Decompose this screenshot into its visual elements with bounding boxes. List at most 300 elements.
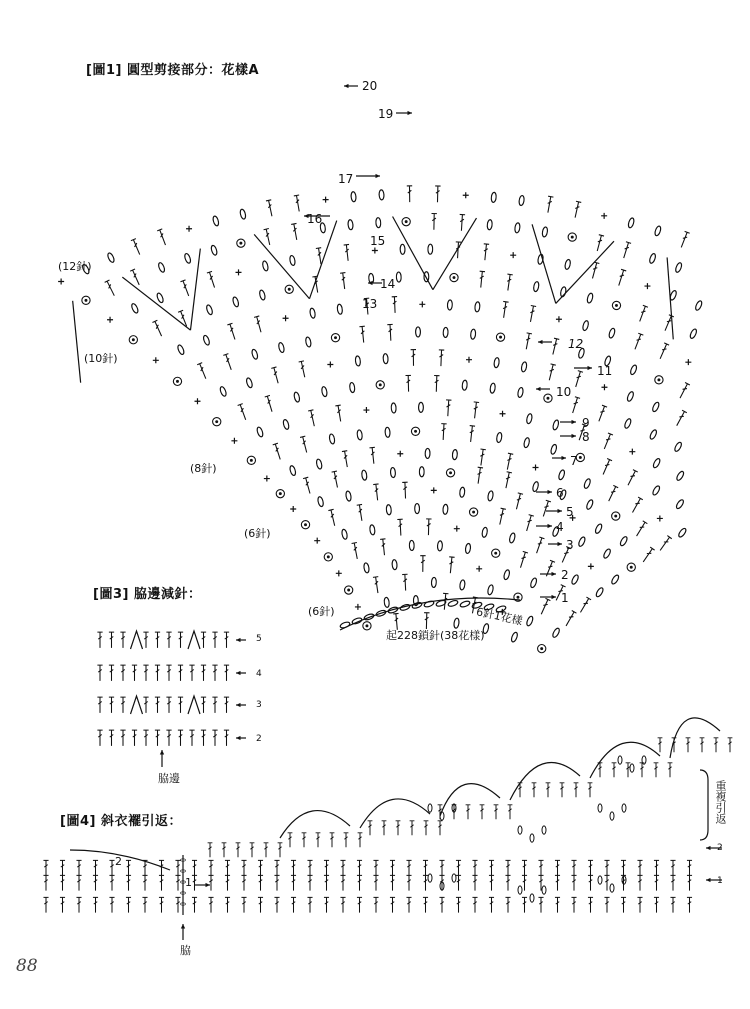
chain-mark	[390, 467, 395, 477]
double-crochet-mark	[332, 471, 341, 488]
double-crochet-mark	[588, 860, 593, 875]
double-crochet-mark	[258, 875, 263, 890]
arrow-head	[368, 281, 373, 285]
arrow-head	[547, 490, 552, 494]
double-crochet-mark	[264, 843, 269, 857]
double-crochet-mark	[109, 860, 114, 875]
double-crochet-mark	[223, 354, 233, 371]
double-crochet-mark	[397, 519, 403, 535]
chain-loop-mark	[518, 886, 522, 894]
chain-mark	[184, 253, 192, 264]
double-crochet-mark	[291, 875, 296, 890]
double-crochet-mark	[369, 447, 376, 464]
chain-mark	[481, 527, 488, 538]
turn-curve	[590, 742, 660, 778]
chain-mark	[586, 293, 593, 304]
chain-mark	[552, 627, 561, 638]
double-crochet-mark	[373, 897, 378, 912]
double-crochet-mark	[380, 539, 387, 556]
chain-mark	[608, 328, 616, 339]
double-crochet-mark	[258, 860, 263, 875]
chain-mark	[428, 244, 433, 254]
double-crochet-mark	[278, 843, 283, 857]
double-crochet-mark	[714, 738, 719, 752]
chain-mark	[391, 403, 396, 413]
double-crochet-mark	[466, 805, 471, 819]
chain-mark	[416, 327, 421, 337]
single-crochet-mark	[264, 476, 270, 482]
double-crochet-mark	[679, 231, 690, 248]
double-crochet-mark	[601, 459, 612, 476]
double-crochet-mark	[596, 405, 607, 422]
double-crochet-mark	[368, 821, 373, 835]
chain-mark	[337, 304, 343, 315]
double-crochet-mark	[373, 484, 380, 501]
picot-mark	[82, 296, 90, 304]
double-crochet-mark	[606, 485, 618, 502]
double-crochet-mark	[130, 269, 142, 286]
double-crochet-mark	[208, 897, 213, 912]
double-crochet-mark	[166, 730, 171, 746]
chain-mark	[552, 419, 559, 430]
double-crochet-mark	[545, 196, 553, 213]
chain-loop-mark	[452, 804, 456, 812]
chain-mark	[627, 217, 635, 228]
chain-mark	[419, 402, 424, 412]
double-crochet-mark	[201, 665, 206, 681]
double-crochet-mark	[126, 897, 131, 912]
double-crochet-mark	[344, 833, 349, 847]
chain-mark	[376, 218, 381, 228]
double-crochet-mark	[241, 875, 246, 890]
double-crochet-mark	[478, 271, 485, 288]
single-crochet-mark	[355, 604, 361, 610]
chain-mark	[459, 487, 465, 497]
chain-mark	[392, 560, 398, 570]
double-crochet-mark	[307, 897, 312, 912]
chain-mark	[289, 465, 296, 476]
picot-mark	[568, 233, 576, 241]
double-crochet-mark	[109, 897, 114, 912]
single-crochet-mark	[454, 526, 460, 532]
chain-mark	[341, 529, 348, 540]
fan-line	[667, 257, 673, 339]
double-crochet-mark	[335, 405, 343, 422]
double-crochet-mark	[201, 730, 206, 746]
double-crochet-mark	[352, 542, 360, 559]
row-number-3: 3	[566, 538, 574, 552]
double-crochet-mark	[241, 860, 246, 875]
single-crochet-mark	[463, 192, 469, 198]
chain-mark	[487, 491, 493, 502]
chain-mark	[526, 413, 533, 424]
chain-mark	[357, 430, 363, 441]
double-crochet-mark	[291, 860, 296, 875]
chain-mark	[496, 432, 502, 443]
chain-mark	[475, 302, 481, 312]
double-crochet-mark	[264, 229, 273, 246]
double-crochet-mark	[426, 519, 432, 535]
double-crochet-mark	[423, 875, 428, 890]
double-crochet-mark	[472, 875, 477, 890]
double-crochet-mark	[402, 482, 408, 498]
double-crochet-mark	[555, 875, 560, 890]
double-crochet-mark	[406, 375, 412, 391]
chain-mark	[619, 536, 628, 547]
double-crochet-mark	[178, 632, 183, 648]
single-crochet-mark	[236, 269, 242, 275]
chain-mark	[305, 337, 312, 348]
single-crochet-mark	[107, 317, 113, 323]
chain-mark	[131, 303, 140, 314]
double-crochet-mark	[166, 665, 171, 681]
double-crochet-mark	[224, 632, 229, 648]
chain-mark	[487, 220, 493, 230]
chain-mark	[550, 444, 557, 455]
double-crochet-mark	[208, 843, 213, 857]
double-crochet-mark	[76, 860, 81, 875]
double-crochet-mark	[482, 244, 489, 261]
double-crochet-mark	[143, 697, 148, 713]
chain-mark	[232, 296, 239, 307]
chain-mark	[629, 364, 637, 375]
chain-mark	[282, 419, 289, 430]
single-crochet-mark	[231, 438, 237, 444]
double-crochet-mark	[459, 214, 465, 230]
double-crochet-mark	[621, 242, 631, 259]
double-crochet-mark	[126, 875, 131, 890]
single-crochet-mark	[588, 563, 594, 569]
double-crochet-mark	[574, 783, 579, 797]
chain-mark	[293, 392, 300, 403]
double-crochet-mark	[180, 280, 191, 297]
chain-mark	[212, 215, 219, 226]
chain-mark	[459, 580, 465, 591]
chain-mark	[652, 485, 661, 496]
single-crochet-mark	[290, 506, 296, 512]
double-crochet-mark	[505, 453, 514, 470]
chain-mark	[470, 329, 476, 339]
double-crochet-mark	[602, 433, 613, 450]
double-crochet-mark	[588, 783, 593, 797]
double-crochet-mark	[93, 860, 98, 875]
chain-loop-mark	[598, 804, 602, 812]
double-crochet-mark	[324, 875, 329, 890]
double-crochet-mark	[626, 470, 638, 487]
double-crochet-mark	[658, 343, 669, 360]
picot-mark	[237, 239, 245, 247]
double-crochet-mark	[307, 860, 312, 875]
repeat-label: 6針1花樣	[475, 605, 524, 628]
chain-mark	[494, 357, 500, 368]
double-crochet-mark	[132, 730, 137, 746]
chain-mark	[694, 300, 703, 311]
double-crochet-mark	[578, 597, 591, 614]
chain-mark	[675, 499, 685, 510]
double-crochet-mark	[340, 860, 345, 875]
picot-mark	[612, 512, 620, 520]
chain-loop-mark	[542, 826, 546, 834]
chain-mark	[409, 540, 414, 550]
picot-mark	[345, 586, 353, 594]
fig3-row-3: 3	[256, 700, 262, 710]
double-crochet-mark	[131, 239, 142, 256]
chain-mark	[437, 541, 442, 551]
single-crochet-mark	[327, 361, 333, 367]
chain-mark	[259, 290, 266, 301]
picot-mark	[376, 381, 384, 389]
chain-loop-mark	[530, 894, 534, 902]
double-crochet-mark	[539, 598, 551, 615]
chain-mark	[649, 253, 657, 264]
arrow-head	[236, 736, 241, 740]
single-crochet-mark	[314, 538, 320, 544]
double-crochet-mark	[227, 323, 237, 340]
double-crochet-mark	[192, 897, 197, 912]
double-crochet-mark	[178, 665, 183, 681]
foundation-chain-mark	[423, 600, 434, 608]
double-crochet-mark	[658, 738, 663, 752]
double-crochet-mark	[522, 897, 527, 912]
picot-mark	[655, 376, 663, 384]
decrease-mark	[188, 631, 200, 649]
chain-loop-mark	[610, 812, 614, 820]
row-number-8: 8	[582, 430, 590, 444]
double-crochet-mark	[208, 875, 213, 890]
double-crochet-mark	[687, 875, 692, 890]
chain-mark	[509, 533, 516, 544]
arrow-head	[587, 366, 592, 370]
row-number-15: 15	[370, 234, 386, 248]
chain-mark	[355, 356, 361, 366]
double-crochet-mark	[621, 897, 626, 912]
picot-mark	[324, 553, 332, 561]
picot-mark	[285, 285, 293, 293]
fig4-right-row-2: 2	[717, 843, 723, 853]
double-crochet-mark	[456, 860, 461, 875]
chain-mark	[156, 292, 164, 303]
single-crochet-mark	[500, 411, 506, 417]
chain-loop-mark	[622, 804, 626, 812]
double-crochet-mark	[572, 201, 581, 218]
chain-mark	[361, 470, 367, 481]
chain-mark	[321, 386, 328, 397]
double-crochet-mark	[571, 897, 576, 912]
double-crochet-mark	[522, 875, 527, 890]
double-crochet-mark	[273, 443, 283, 460]
fan-line	[556, 241, 614, 303]
double-crochet-mark	[166, 632, 171, 648]
single-crochet-mark	[657, 515, 663, 521]
double-crochet-mark	[152, 320, 164, 337]
double-crochet-mark	[406, 875, 411, 890]
single-crochet-mark	[556, 316, 562, 322]
double-crochet-mark	[373, 860, 378, 875]
chain-mark	[385, 427, 390, 437]
chain-mark	[519, 195, 525, 206]
double-crochet-mark	[155, 730, 160, 746]
foundation-chain-mark	[447, 599, 458, 607]
foundation-chain-mark	[339, 621, 350, 629]
double-crochet-mark	[524, 333, 532, 350]
chain-mark	[384, 597, 390, 607]
double-crochet-mark	[654, 897, 659, 912]
double-crochet-mark	[303, 477, 313, 494]
chain-mark	[239, 209, 246, 220]
chain-mark	[677, 527, 687, 538]
double-crochet-mark	[288, 833, 293, 847]
chain-loop-mark	[452, 874, 456, 882]
arrow-head	[571, 434, 576, 438]
single-crochet-mark	[644, 283, 650, 289]
double-crochet-mark	[634, 521, 647, 538]
chain-mark	[465, 543, 471, 554]
fan-line	[393, 216, 433, 289]
double-crochet-mark	[142, 897, 147, 912]
double-crochet-mark	[238, 404, 249, 421]
double-crochet-mark	[225, 875, 230, 890]
double-crochet-mark	[640, 763, 645, 777]
double-crochet-mark	[373, 577, 381, 594]
arrow-head	[181, 924, 185, 929]
double-crochet-mark	[508, 805, 513, 819]
double-crochet-mark	[344, 244, 351, 261]
double-crochet-mark	[109, 665, 114, 681]
chain-mark	[309, 308, 316, 319]
single-crochet-mark	[372, 248, 378, 254]
arrow-head	[538, 340, 543, 344]
chain-mark	[447, 300, 452, 310]
chain-loop-mark	[428, 874, 432, 882]
double-crochet-mark	[93, 897, 98, 912]
double-crochet-mark	[97, 632, 102, 648]
single-crochet-mark	[431, 487, 437, 493]
double-crochet-mark	[588, 897, 593, 912]
picot-mark	[213, 418, 221, 426]
arrow-head	[706, 846, 711, 850]
picot-mark	[411, 427, 419, 435]
fan-line	[190, 249, 200, 331]
figure3-title: [圖3] 脇邊減針：	[93, 587, 202, 602]
double-crochet-mark	[254, 316, 264, 333]
double-crochet-mark	[225, 897, 230, 912]
chain-mark	[487, 584, 494, 595]
double-crochet-mark	[439, 860, 444, 875]
double-crochet-mark	[109, 697, 114, 713]
double-crochet-mark	[212, 697, 217, 713]
double-crochet-mark	[201, 697, 206, 713]
double-crochet-mark	[686, 738, 691, 752]
chain-mark	[206, 304, 214, 315]
double-crochet-mark	[604, 875, 609, 890]
chain-mark	[202, 335, 210, 346]
double-crochet-mark	[560, 783, 565, 797]
arrow-head	[547, 524, 552, 528]
double-crochet-mark	[390, 860, 395, 875]
fig3-row-4: 4	[256, 669, 262, 679]
chain-mark	[503, 569, 510, 580]
chain-loop-mark	[518, 826, 522, 834]
double-crochet-mark	[225, 860, 230, 875]
double-crochet-mark	[291, 223, 299, 240]
double-crochet-mark	[155, 632, 160, 648]
double-crochet-mark	[357, 875, 362, 890]
double-crochet-mark	[494, 805, 499, 819]
double-crochet-mark	[668, 763, 673, 777]
double-crochet-mark	[571, 860, 576, 875]
chain-mark	[425, 448, 430, 458]
single-crochet-mark	[323, 197, 329, 203]
double-crochet-mark	[538, 860, 543, 875]
chain-mark	[157, 262, 165, 273]
arrow-head	[205, 883, 210, 887]
picot-mark	[247, 456, 255, 464]
fig4-bottom-label: 脇	[180, 944, 191, 957]
arrow-head	[407, 111, 412, 115]
double-crochet-mark	[155, 665, 160, 681]
arrow-head	[536, 387, 541, 391]
double-crochet-mark	[142, 875, 147, 890]
row-number-7: 7	[570, 454, 578, 468]
figure1-title: [圖1] 圓型剪接部分：花樣A	[86, 63, 260, 78]
double-crochet-mark	[480, 805, 485, 819]
single-crochet-mark	[601, 384, 607, 390]
single-crochet-mark	[153, 357, 159, 363]
double-crochet-mark	[178, 697, 183, 713]
chain-mark	[526, 615, 534, 626]
single-crochet-mark	[533, 464, 539, 470]
double-crochet-mark	[60, 897, 65, 912]
double-crochet-mark	[43, 860, 48, 875]
double-crochet-mark	[612, 763, 617, 777]
chain-mark	[419, 467, 424, 477]
stitch-count-10: (10針)	[84, 352, 118, 365]
double-crochet-mark	[109, 875, 114, 890]
double-crochet-mark	[637, 875, 642, 890]
double-crochet-mark	[120, 730, 125, 746]
double-crochet-mark	[265, 395, 275, 412]
chain-mark	[107, 252, 116, 263]
chain-mark	[415, 504, 420, 514]
chain-mark	[674, 441, 683, 452]
row-number-10: 10	[556, 385, 572, 399]
double-crochet-mark	[207, 271, 217, 288]
double-crochet-mark	[528, 305, 536, 322]
chain-mark	[348, 220, 354, 230]
double-crochet-mark	[534, 537, 544, 554]
double-crochet-mark	[670, 875, 675, 890]
picot-mark	[402, 218, 410, 226]
double-crochet-mark	[302, 833, 307, 847]
double-crochet-mark	[670, 860, 675, 875]
chain-mark	[443, 504, 448, 514]
chain-mark	[626, 391, 634, 402]
double-crochet-mark	[518, 551, 528, 568]
double-crochet-mark	[468, 426, 475, 443]
double-crochet-mark	[678, 383, 690, 400]
chain-mark	[351, 192, 357, 202]
row-number-13: 13	[362, 297, 378, 311]
fig3-row-2: 2	[256, 734, 262, 744]
chain-loop-mark	[642, 756, 646, 764]
double-crochet-mark	[224, 697, 229, 713]
double-crochet-mark	[547, 364, 556, 381]
double-crochet-mark	[143, 730, 148, 746]
double-crochet-mark	[120, 632, 125, 648]
double-crochet-mark	[342, 451, 350, 468]
double-crochet-mark	[524, 515, 534, 532]
figure4-title: [圖4] 斜衣襬引返：	[60, 814, 182, 829]
